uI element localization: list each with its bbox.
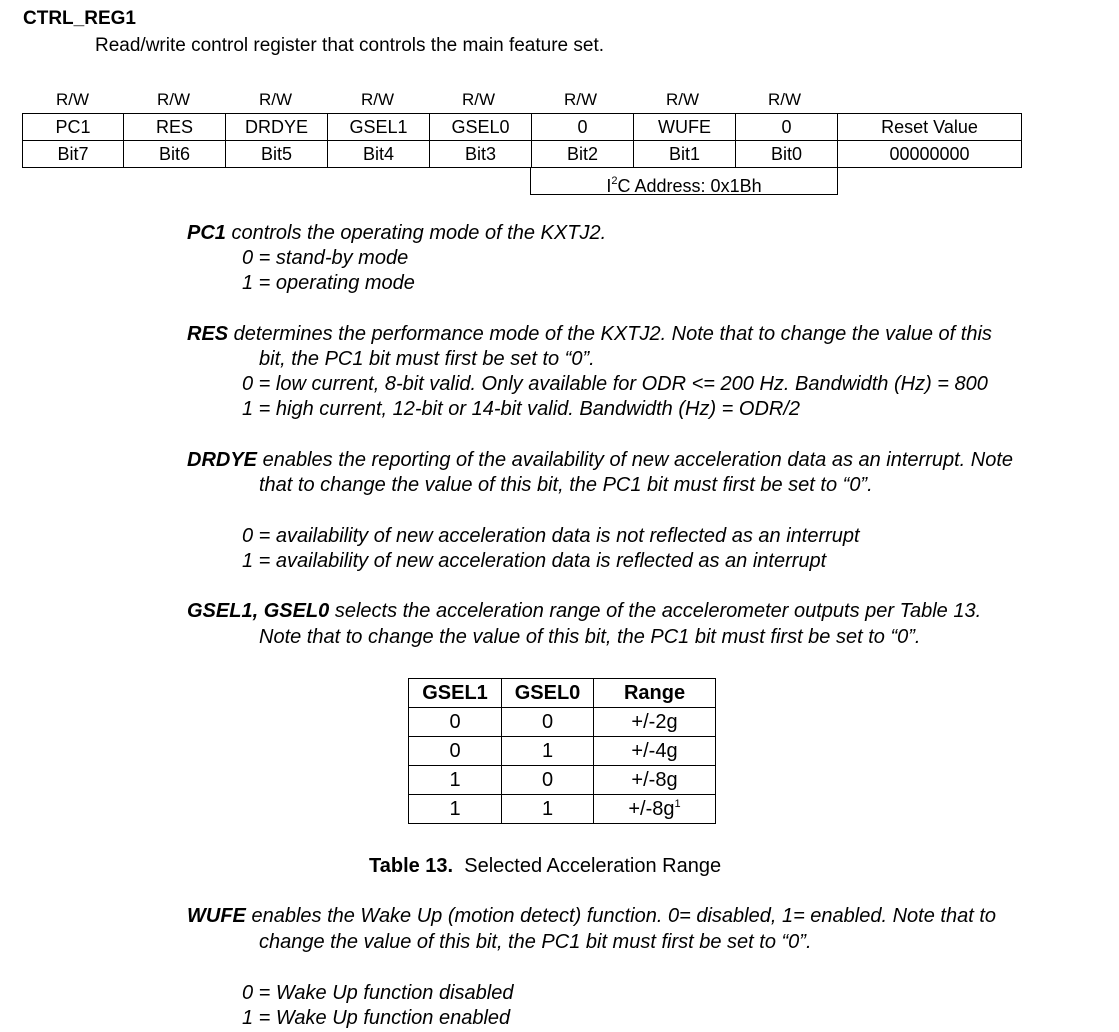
drdye-name: DRDYE: [187, 449, 258, 471]
register-bit-table: [22, 113, 1022, 168]
range-header: GSEL0: [502, 679, 594, 708]
footnote-marker: 1: [674, 797, 681, 810]
access-label: R/W: [156, 90, 191, 109]
bit-cell: Bit2: [532, 141, 634, 168]
reset-value-cell: 00000000: [838, 141, 1022, 168]
range-header: Range: [594, 679, 716, 708]
table-row: [409, 766, 716, 795]
access-label: R/W: [360, 90, 395, 109]
table-row: [409, 795, 716, 824]
gsel-description-cont: Note that to change the value of this bit, the PC1 bit must first be set to “0”.: [259, 626, 921, 648]
wufe-option-0: 0 = Wake Up function disabled: [242, 982, 514, 1004]
bit-cell: Bit7: [23, 141, 124, 168]
drdye-description-cont: that to change the value of this bit, the PC1 bit must first be set to “0”.: [259, 474, 873, 496]
table-cell: 0: [409, 737, 502, 766]
table-cell: 0: [502, 708, 594, 737]
field-row: [23, 114, 1022, 141]
i2c-superscript: 2: [611, 175, 618, 187]
gsel-description: [187, 600, 981, 623]
drdye-text: enables the reporting of the availability of new acceleration data as an interrupt. Note: [257, 449, 1014, 471]
wufe-description-cont: change the value of this bit, the PC1 bit must first be set to “0”.: [259, 931, 812, 953]
bit-cell: Bit5: [226, 141, 328, 168]
wufe-option-1: 1 = Wake Up function enabled: [242, 1007, 511, 1029]
bit-cell: Bit4: [328, 141, 430, 168]
field-cell: RES: [124, 114, 226, 141]
gsel-name: GSEL1, GSEL0: [187, 600, 330, 622]
caption-label: Table 13.: [369, 855, 454, 877]
pc1-option-1: 1 = operating mode: [242, 272, 415, 294]
res-text: determines the performance mode of the KXTJ2. Note that to change the value of this: [228, 323, 992, 345]
register-description: Read/write control register that controls the main feature set.: [95, 35, 605, 56]
bit-cell: Bit6: [124, 141, 226, 168]
range-header: GSEL1: [409, 679, 502, 708]
table-row: [409, 737, 716, 766]
table-cell: 1: [409, 766, 502, 795]
access-label: R/W: [665, 90, 700, 109]
gsel-text: selects the acceleration range of the accelerometer outputs per Table 13.: [329, 600, 982, 622]
table-cell: 1: [409, 795, 502, 824]
bit-cell: Bit1: [634, 141, 736, 168]
res-description-cont: bit, the PC1 bit must first be set to “0”.: [259, 348, 595, 370]
res-option-0: 0 = low current, 8-bit valid. Only available for ODR <= 200 Hz. Bandwidth (Hz) = 800: [242, 373, 988, 395]
table-cell: 0: [409, 708, 502, 737]
table-row: [409, 708, 716, 737]
reset-label-cell: Reset Value: [838, 114, 1022, 141]
pc1-text: controls the operating mode of the KXTJ2.: [225, 222, 607, 244]
drdye-option-0: 0 = availability of new acceleration data is not reflected as an interrupt: [242, 525, 860, 547]
bit-row: [23, 141, 1022, 168]
table-cell: +/-8g: [594, 766, 716, 795]
field-cell: PC1: [23, 114, 124, 141]
i2c-address-text: C Address: 0x1Bh: [617, 176, 762, 196]
caption-text: Selected Acceleration Range: [453, 855, 722, 877]
range-header-row: [409, 679, 716, 708]
field-cell: 0: [736, 114, 838, 141]
pc1-name: PC1: [187, 222, 226, 244]
access-label: R/W: [258, 90, 293, 109]
bit-cell: Bit0: [736, 141, 838, 168]
table-cell: 1: [502, 737, 594, 766]
access-label: R/W: [563, 90, 598, 109]
i2c-prefix: I: [606, 176, 612, 196]
range-table: [408, 678, 716, 824]
access-label: R/W: [767, 90, 802, 109]
res-name: RES: [187, 323, 229, 345]
wufe-name: WUFE: [187, 905, 246, 927]
access-label: R/W: [461, 90, 496, 109]
table-cell: [594, 795, 716, 824]
field-cell: GSEL1: [328, 114, 430, 141]
field-cell: DRDYE: [226, 114, 328, 141]
bit-cell: Bit3: [430, 141, 532, 168]
wufe-description: [187, 905, 996, 928]
access-label: R/W: [55, 90, 90, 109]
res-option-1: 1 = high current, 12-bit or 14-bit valid. Bandwidth (Hz) = ODR/2: [242, 398, 801, 420]
field-cell: WUFE: [634, 114, 736, 141]
wufe-text: enables the Wake Up (motion detect) function. 0= disabled, 1= enabled. Note that to: [245, 905, 996, 927]
range-value: +/-8g: [628, 797, 675, 820]
table-cell: +/-2g: [594, 708, 716, 737]
register-title: CTRL_REG1: [23, 8, 136, 29]
drdye-option-1: 1 = availability of new acceleration data is reflected as an interrupt: [242, 550, 827, 572]
table-cell: 1: [502, 795, 594, 824]
table-caption: [369, 855, 721, 878]
field-cell: 0: [532, 114, 634, 141]
res-description: [187, 323, 992, 346]
drdye-description: [187, 449, 1013, 472]
table-cell: 0: [502, 766, 594, 795]
i2c-address: [530, 168, 838, 195]
pc1-description: [187, 222, 606, 245]
table-cell: +/-4g: [594, 737, 716, 766]
field-cell: GSEL0: [430, 114, 532, 141]
pc1-option-0: 0 = stand-by mode: [242, 247, 409, 269]
